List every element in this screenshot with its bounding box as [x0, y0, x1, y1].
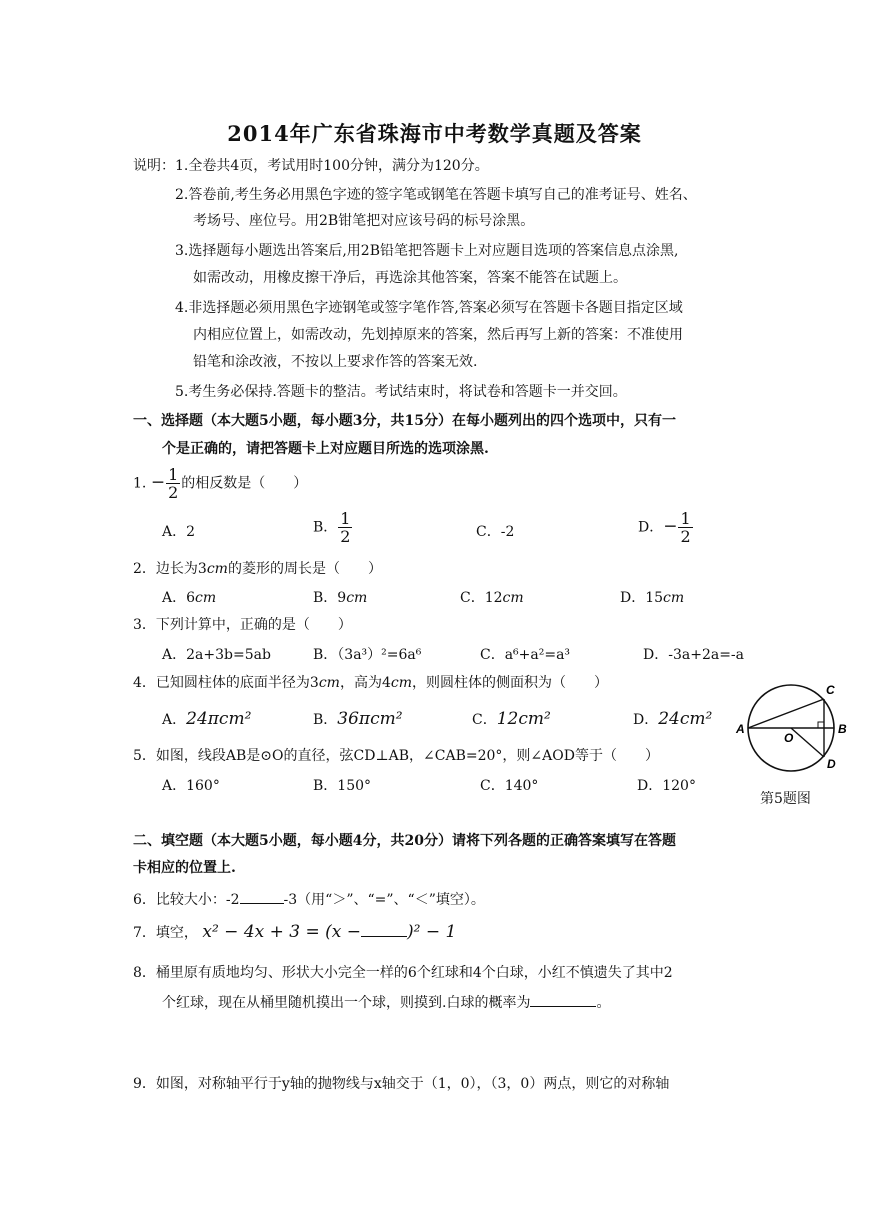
q2-option-c — [460, 588, 524, 608]
note-4c: 铅笔和涂改液，不按以上要求作答的答案无效. — [193, 354, 478, 370]
q3-option-c: C．a⁶+a²=a³ — [480, 647, 571, 663]
q1-text: 的相反数是（ ） — [181, 475, 308, 492]
q3-option-d: D．-3a+2a=-a — [643, 647, 745, 663]
q8-blank[interactable] — [530, 992, 596, 1007]
q2-option-d-value: D．15 — [620, 590, 664, 606]
q2-option-c-value: C．12 — [460, 590, 503, 606]
label-a: A — [736, 722, 745, 736]
segment-ac — [748, 699, 824, 728]
q2-option-b-unit: cm — [346, 590, 368, 606]
q1-fraction-num: 1 — [168, 465, 179, 484]
q1-number: 1. — [133, 475, 147, 492]
q4-option-a — [162, 709, 251, 730]
q4-option-c-label: C． — [472, 712, 497, 728]
q6-text-1: 6．比较大小：-2 — [133, 892, 240, 908]
q5-figure — [735, 676, 865, 786]
question-4 — [133, 673, 608, 693]
q2-text-2: 的菱形的周长是（ ） — [227, 561, 382, 577]
q4-option-a-value: 24πcm² — [186, 709, 252, 729]
note-5: 5.考生务必保持.答题卡的整洁。考试结束时，将试卷和答题卡一并交回。 — [175, 384, 627, 400]
question-1 — [133, 466, 307, 501]
notes-head — [133, 156, 489, 176]
q4-unit-2: cm — [390, 675, 412, 691]
note-3a: 3.选择题每小题选出答案后,用2B铅笔把答题卡上对应题目选项的答案信息点涂黑, — [175, 243, 679, 259]
q1-option-b-label: B． — [313, 519, 338, 536]
q7-equation-left: x² − 4x + 3 = (x − — [202, 922, 362, 942]
q2-option-a-unit: cm — [195, 590, 217, 606]
q1-option-c: C．-2 — [476, 524, 515, 540]
section1-line1: 一、选择题（本大题5小题，每小题3分，共15分）在每小题列出的四个选项中，只有一 — [133, 413, 676, 429]
q1-option-d-den: 2 — [680, 527, 691, 546]
q1-option-d-label: D． — [638, 519, 664, 536]
q5-option-b: B．150° — [313, 778, 372, 794]
q4-option-d-value: 24cm² — [658, 709, 713, 729]
q2-option-c-unit: cm — [502, 590, 524, 606]
q1-minus: − — [150, 472, 166, 493]
q4-option-c — [472, 709, 551, 730]
q1-option-b-fraction — [338, 510, 352, 545]
right-angle-mark — [818, 722, 824, 728]
question-6 — [133, 889, 485, 910]
note-4a: 4.非选择题必须用黑色字迹钢笔或签字笔作答,答案必须写在答题卡各题目指定区域 — [175, 300, 683, 316]
q2-option-a — [162, 588, 216, 608]
q1-option-d-fraction — [678, 510, 692, 545]
q4-text-3: ，则圆柱体的侧面积为（ ） — [412, 675, 608, 691]
q7-blank[interactable] — [361, 922, 407, 937]
note-2b: 考场号、座位号。用2B钳笔把对应该号码的标号涂黑。 — [193, 213, 535, 229]
q1-fraction-den: 2 — [168, 483, 179, 502]
q6-text-2: -3（用“＞”、“=”、“＜”填空）。 — [283, 892, 485, 908]
question-2 — [133, 559, 382, 579]
q4-option-c-value: 12cm² — [496, 709, 551, 729]
page-title: 2014年广东省珠海市中考数学真题及答案 — [227, 121, 642, 146]
q7-equation-right: )² − 1 — [407, 922, 457, 942]
segment-od — [791, 728, 824, 757]
q2-text-1: 2．边长为3 — [133, 561, 207, 577]
q4-option-b — [313, 709, 403, 730]
q4-option-b-value: 36πcm² — [337, 709, 403, 729]
q4-text-1: 4．已知圆柱体的底面半径为3 — [133, 675, 319, 691]
note-3b: 如需改动，用橡皮擦干净后，再选涂其他答案，答案不能答在试题上。 — [193, 270, 627, 286]
q4-option-b-label: B． — [313, 712, 338, 728]
question-9-line1: 9．如图，对称轴平行于y轴的抛物线与x轴交于（1，0），（3，0）两点，则它的对称轴 — [133, 1076, 670, 1092]
label-b: B — [838, 722, 847, 736]
q1-option-d — [638, 510, 694, 545]
q2-option-b — [313, 588, 367, 608]
q4-text-2: ，高为4 — [339, 675, 391, 691]
q4-option-a-label: A． — [162, 712, 187, 728]
q1-option-b-num: 1 — [340, 509, 351, 528]
q7-text: 7．填空， — [133, 925, 198, 941]
q8-text: 个红球，现在从桶里随机摸出一个球，则摸到.白球的概率为 — [162, 995, 531, 1011]
q5-option-d: D．120° — [637, 778, 696, 794]
q5-option-c: C．140° — [480, 778, 539, 794]
question-8-line2 — [162, 992, 610, 1013]
q4-option-d-label: D． — [633, 712, 659, 728]
section2-line2: 卡相应的位置上. — [133, 860, 236, 876]
q2-option-d — [620, 588, 684, 608]
q1-option-a: A．2 — [162, 524, 196, 540]
q2-unit: cm — [206, 561, 228, 577]
q4-option-d — [633, 709, 712, 730]
notes-head-label: 说明： — [133, 158, 175, 174]
q8-end: 。 — [596, 995, 611, 1011]
q5-option-a: A．160° — [162, 778, 220, 794]
question-8-line1: 8．桶里原有质地均匀、形状大小完全一样的6个红球和4个白球，小红不慎遗失了其中2 — [133, 965, 673, 981]
q1-option-b-den: 2 — [340, 527, 351, 546]
note-2a: 2.答卷前,考生务必用黑色字迹的签字笔或钢笔在答题卡填写自己的准考证号、姓名、 — [175, 187, 697, 203]
note-1: 1.全卷共4页，考试用时100分钟，满分为120分。 — [175, 158, 489, 174]
q1-option-d-num: 1 — [680, 509, 691, 528]
question-5: 5．如图，线段AB是⊙O的直径，弦CD⊥AB，∠CAB=20°，则∠AOD等于（ ） — [133, 748, 659, 764]
note-4b: 内相应位置上，如需改动，先划掉原来的答案，然后再写上新的答案：不准使用 — [193, 327, 683, 343]
q2-option-b-value: B．9 — [313, 590, 347, 606]
label-c: C — [826, 683, 835, 697]
label-d: D — [827, 757, 836, 771]
question-3: 3．下列计算中，正确的是（ ） — [133, 617, 352, 633]
q5-figure-caption: 第5题图 — [760, 791, 811, 807]
question-7 — [133, 922, 456, 943]
q4-unit-1: cm — [318, 675, 340, 691]
q1-fraction — [166, 466, 180, 501]
q2-option-d-unit: cm — [663, 590, 685, 606]
q1-option-d-minus: − — [663, 516, 678, 537]
q3-option-b: B．（3a³）²=6a⁶ — [313, 647, 422, 663]
section2-line1: 二、填空题（本大题5小题，每小题4分，共20分）请将下列各题的正确答案填写在答题 — [133, 833, 676, 849]
section1-line2: 个是正确的，请把答题卡上对应题目所选的选项涂黑. — [162, 441, 489, 457]
q2-option-a-value: A．6 — [162, 590, 196, 606]
q6-blank[interactable] — [240, 889, 284, 904]
q1-option-b — [313, 510, 353, 545]
q3-option-a: A．2a+3b=5ab — [162, 647, 271, 663]
label-o: O — [784, 731, 794, 745]
